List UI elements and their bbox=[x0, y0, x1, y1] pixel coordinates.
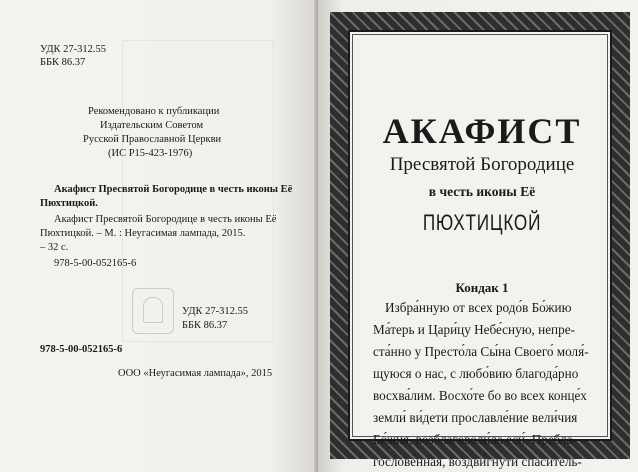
copyright-line: ООО «Неугасимая лампада», 2015 bbox=[118, 368, 273, 379]
frame-content bbox=[348, 30, 612, 469]
left-page bbox=[0, 0, 318, 472]
body-line: Избра́нную от всех родо́в Бо́жию bbox=[385, 300, 572, 315]
isbn-upper: 978-5-00-052165-6 bbox=[54, 258, 137, 269]
title-bold-line: Пюхтицкой. bbox=[40, 198, 98, 209]
recommendation-line: Издательским Советом bbox=[100, 120, 204, 131]
body-line: ста́нно у Престо́ла Сы́на Своего́ моля́- bbox=[373, 344, 589, 359]
body-line: Ма́терь и Цари́цу Небе́сную, непре- bbox=[373, 322, 575, 337]
title-bold-line: Акафист Пресвятой Богородице в честь иконы Её bbox=[54, 184, 293, 195]
bbk-bottom: ББК 86.37 bbox=[182, 320, 228, 331]
recommendation-line: (ИС Р15-423-1976) bbox=[108, 148, 193, 159]
body-line: земли́ ви́дети прославле́ние вели́чия bbox=[373, 410, 578, 425]
bibliographic-line: Акафист Пресвятой Богородице в честь иконы Её bbox=[54, 214, 277, 225]
body-line: восхва́лим. Восхо́те бо во всех конце́х bbox=[373, 388, 587, 403]
bibliographic-line: – 32 с. bbox=[40, 242, 69, 253]
akathist-heading: АКАФИСТ bbox=[382, 111, 582, 151]
bibliographic-line: Пюхтицкой. – М. : Неугасимая лампада, 2015. bbox=[40, 228, 246, 239]
recommendation-line: Русской Православной Церкви bbox=[83, 134, 222, 145]
ornamental-frame bbox=[330, 12, 630, 469]
body-line: гослове́нная, воздви́гнути спаситель- bbox=[373, 454, 582, 469]
recommendation-line: Рекомендовано к публикации bbox=[88, 106, 220, 117]
udk-bottom: УДК 27-312.55 bbox=[182, 306, 249, 317]
body-line: щуюся о нас, с любо́вию благода́рно bbox=[373, 366, 579, 381]
icon-name: ПЮХТИЦКОЙ bbox=[422, 210, 542, 235]
subtitle: Пресвятой Богородице bbox=[389, 154, 575, 175]
kondak-heading: Кондак 1 bbox=[455, 280, 509, 295]
subtitle-2: в честь иконы Её bbox=[428, 184, 536, 199]
isbn-lower: 978-5-00-052165-6 bbox=[40, 344, 123, 355]
body-line: Бо́жия, возблаговоли́ла еси́, Пребла- bbox=[373, 432, 577, 447]
udk-top: УДК 27-312.55 bbox=[40, 44, 107, 55]
seal-emblem bbox=[132, 288, 174, 334]
bbk-top: ББК 86.37 bbox=[40, 57, 86, 68]
